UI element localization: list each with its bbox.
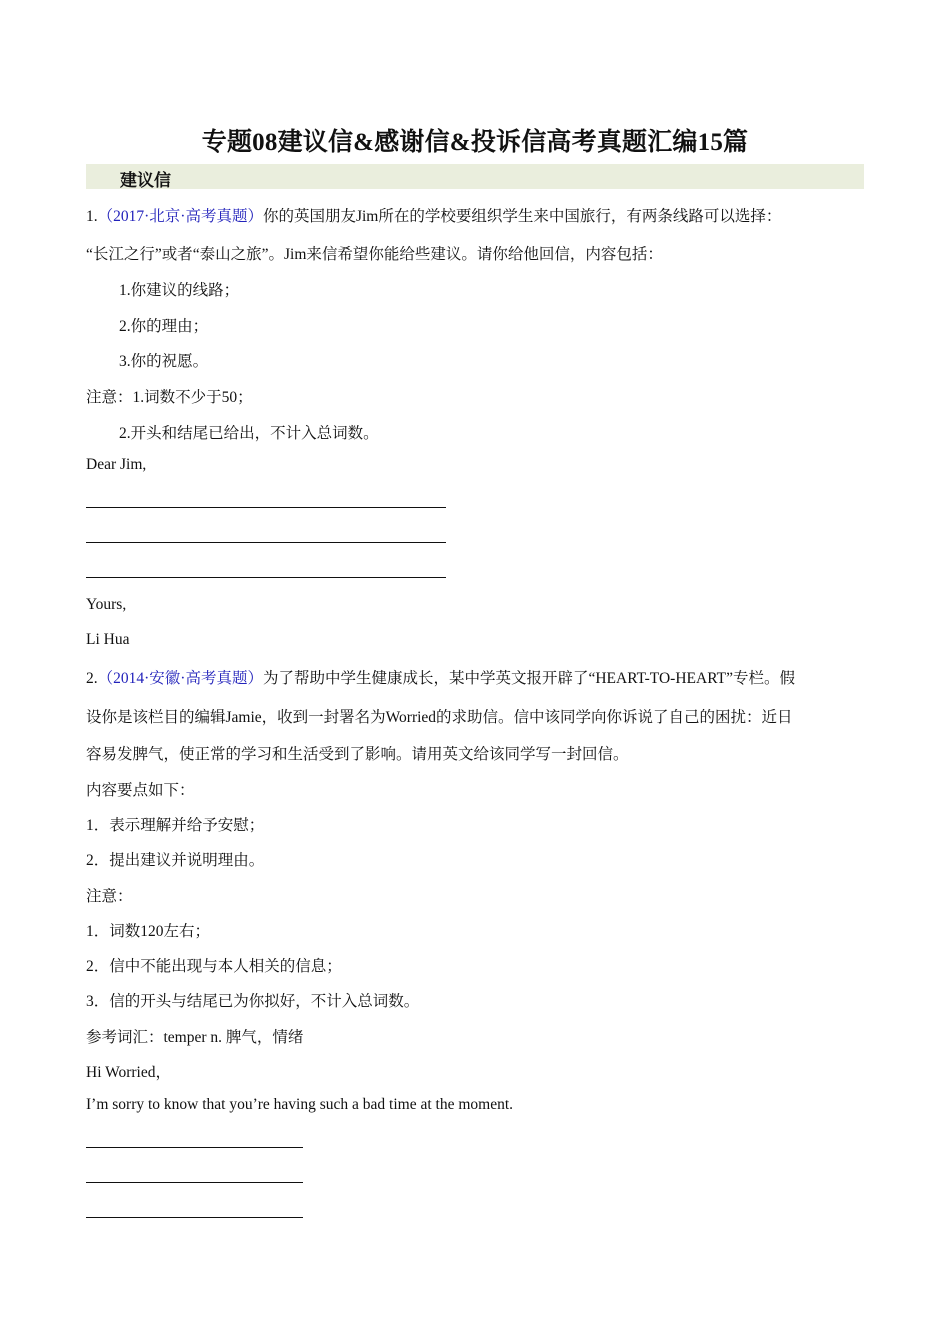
q2-answer-blank-2 <box>86 1182 303 1183</box>
q2-source: （2014·安徽·高考真题） <box>97 670 263 687</box>
q2-greeting: Hi Worried， <box>86 1064 171 1081</box>
q1-point-3: 3.你的祝愿。 <box>119 353 209 370</box>
q2-note-2: 2．信中不能出现与本人相关的信息； <box>86 958 342 975</box>
page-title: 专题08建议信&感谢信&投诉信高考真题汇编15篇 <box>201 129 749 156</box>
q1-answer-blank-2 <box>86 542 446 543</box>
q1-note-2: 2.开头和结尾已给出，不计入总词数。 <box>119 425 379 442</box>
q2-vocabulary: 参考词汇：temper n. 脾气，情绪 <box>86 1029 304 1046</box>
q1-point-2: 2.你的理由； <box>119 318 209 335</box>
q1-source: （2017·北京·高考真题） <box>97 208 263 225</box>
q2-answer-blank-3 <box>86 1217 303 1218</box>
q2-prompt-line-3: 容易发脾气，使正常的学习和生活受到了影响。请用英文给该同学写一封回信。 <box>86 746 629 763</box>
q2-note-heading: 注意： <box>86 888 133 905</box>
q1-text-1: 你的英国朋友Jim所在的学校要组织学生来中国旅行，有两条线路可以选择： <box>262 208 782 225</box>
q2-note-3: 3．信的开头与结尾已为你拟好，不计入总词数。 <box>86 993 420 1010</box>
q1-greeting: Dear Jim, <box>86 456 147 473</box>
section-title: 建议信 <box>120 171 171 190</box>
q2-note-1: 1．词数120左右； <box>86 923 211 940</box>
q1-point-1: 1.你建议的线路； <box>119 282 240 299</box>
q2-content-2: 2．提出建议并说明理由。 <box>86 852 265 869</box>
q1-closing: Yours, <box>86 596 127 613</box>
q2-opening-sentence: I’m sorry to know that you’re having such a bad time at the moment. <box>86 1096 514 1113</box>
section-header <box>86 164 864 189</box>
q2-text-1: 为了帮助中学生健康成长，某中学英文报开辟了“HEART-TO-HEART”专栏。假 <box>262 670 795 687</box>
q1-answer-blank-1 <box>86 507 446 508</box>
q1-signature: Li Hua <box>86 631 130 648</box>
q2-prompt-line-2: 设你是该栏目的编辑Jamie，收到一封署名为Worried的求助信。信中该同学向你诉说了自己的困扰：近日 <box>86 709 793 726</box>
q2-content-1: 1．表示理解并给予安慰； <box>86 817 265 834</box>
q2-content-heading: 内容要点如下： <box>86 782 195 799</box>
q1-prompt-line-2: “长江之行”或者“泰山之旅”。Jim来信希望你能给些建议。请你给他回信，内容包括： <box>86 246 663 263</box>
q2-answer-blank-1 <box>86 1147 303 1148</box>
q1-prompt-line-1 <box>86 204 781 226</box>
q2-number: 2. <box>86 670 98 687</box>
q1-number: 1. <box>86 208 98 225</box>
q1-answer-blank-3 <box>86 577 446 578</box>
q2-prompt-line-1 <box>86 666 795 688</box>
q1-note-1: 注意：1.词数不少于50； <box>86 389 253 406</box>
